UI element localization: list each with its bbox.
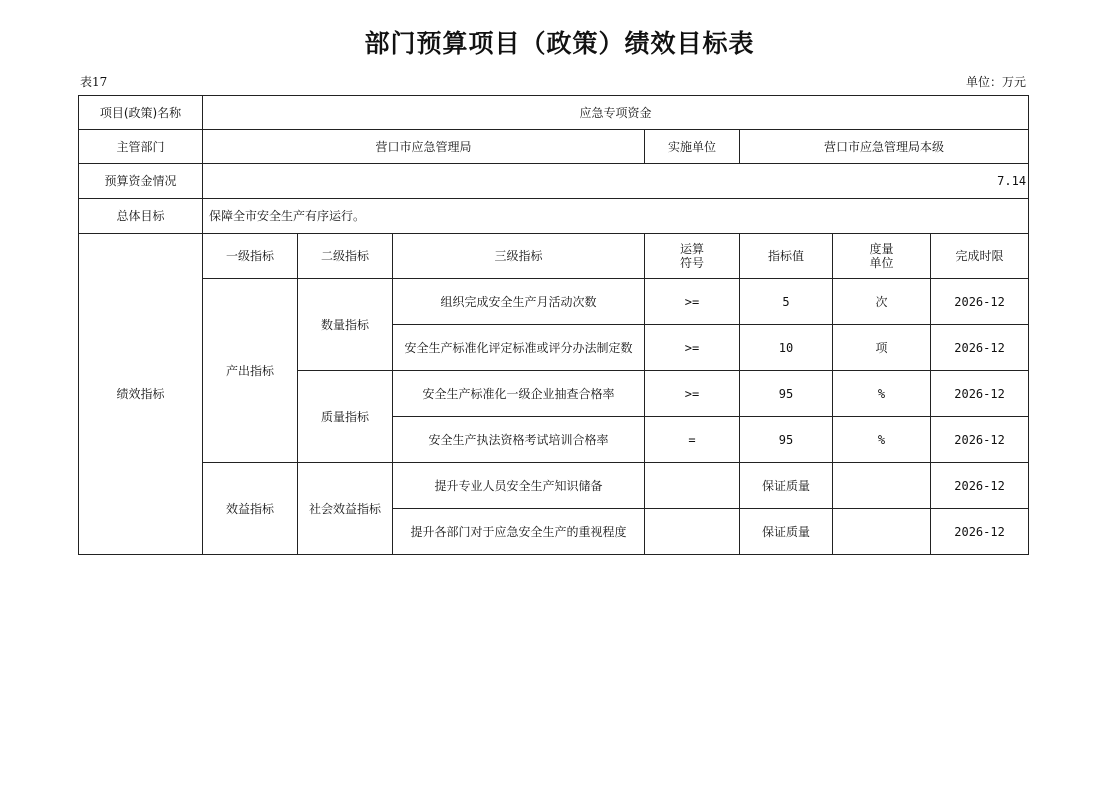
- department-row: [79, 130, 1029, 164]
- indicator-name: 安全生产标准化评定标准或评分办法制定数: [393, 325, 645, 371]
- indicator-unit: %: [833, 417, 931, 463]
- indicator-operator: [645, 509, 740, 555]
- table-row: [79, 463, 1029, 509]
- indicator-unit: %: [833, 371, 931, 417]
- performance-indicator-label: 绩效指标: [79, 234, 203, 555]
- project-name-row: [79, 96, 1029, 130]
- table-row: [79, 279, 1029, 325]
- benefit-indicator-group: 效益指标: [203, 463, 298, 555]
- indicator-deadline: 2026-12: [931, 325, 1029, 371]
- indicator-header-row: [79, 234, 1029, 279]
- indicator-value: 保证质量: [740, 463, 833, 509]
- header-operator: 运算符号: [645, 234, 740, 279]
- overall-goal-value: 保障全市安全生产有序运行。: [203, 199, 1029, 234]
- department-value: 营口市应急管理局: [203, 130, 645, 164]
- indicator-unit: 项: [833, 325, 931, 371]
- indicator-deadline: 2026-12: [931, 509, 1029, 555]
- social-benefit-indicator-group: 社会效益指标: [298, 463, 393, 555]
- indicator-value: 5: [740, 279, 833, 325]
- indicator-deadline: 2026-12: [931, 463, 1029, 509]
- project-name-value: 应急专项资金: [203, 96, 1029, 130]
- indicator-operator: >=: [645, 371, 740, 417]
- header-level1: 一级指标: [203, 234, 298, 279]
- header-unit: 度量单位: [833, 234, 931, 279]
- indicator-deadline: 2026-12: [931, 417, 1029, 463]
- indicator-deadline: 2026-12: [931, 371, 1029, 417]
- indicator-name: 安全生产执法资格考试培训合格率: [393, 417, 645, 463]
- project-name-label: 项目(政策)名称: [79, 96, 203, 130]
- indicator-operator: >=: [645, 279, 740, 325]
- indicator-unit: [833, 463, 931, 509]
- budget-value: 7.14: [203, 164, 1029, 199]
- indicator-deadline: 2026-12: [931, 279, 1029, 325]
- indicator-name: 提升各部门对于应急安全生产的重视程度: [393, 509, 645, 555]
- table-number: 表17: [80, 75, 108, 89]
- implementer-label: 实施单位: [645, 130, 740, 164]
- indicator-operator: =: [645, 417, 740, 463]
- performance-goal-table: [78, 95, 1029, 555]
- implementer-value: 营口市应急管理局本级: [740, 130, 1029, 164]
- indicator-name: 提升专业人员安全生产知识储备: [393, 463, 645, 509]
- indicator-operator: >=: [645, 325, 740, 371]
- indicator-operator: [645, 463, 740, 509]
- indicator-unit: 次: [833, 279, 931, 325]
- budget-row: [79, 164, 1029, 199]
- indicator-value: 保证质量: [740, 509, 833, 555]
- header-level2: 二级指标: [298, 234, 393, 279]
- quality-indicator-group: 质量指标: [298, 371, 393, 463]
- indicator-value: 95: [740, 371, 833, 417]
- quantity-indicator-group: 数量指标: [298, 279, 393, 371]
- indicator-name: 安全生产标准化一级企业抽查合格率: [393, 371, 645, 417]
- output-indicator-group: 产出指标: [203, 279, 298, 463]
- department-label: 主管部门: [79, 130, 203, 164]
- header-level3: 三级指标: [393, 234, 645, 279]
- indicator-value: 95: [740, 417, 833, 463]
- indicator-value: 10: [740, 325, 833, 371]
- overall-goal-row: [79, 199, 1029, 234]
- header-value: 指标值: [740, 234, 833, 279]
- indicator-name: 组织完成安全生产月活动次数: [393, 279, 645, 325]
- page-title: 部门预算项目（政策）绩效目标表: [364, 29, 755, 58]
- indicator-unit: [833, 509, 931, 555]
- budget-label: 预算资金情况: [79, 164, 203, 199]
- overall-goal-label: 总体目标: [79, 199, 203, 234]
- header-deadline: 完成时限: [931, 234, 1029, 279]
- unit-label: 单位：万元: [965, 75, 1026, 89]
